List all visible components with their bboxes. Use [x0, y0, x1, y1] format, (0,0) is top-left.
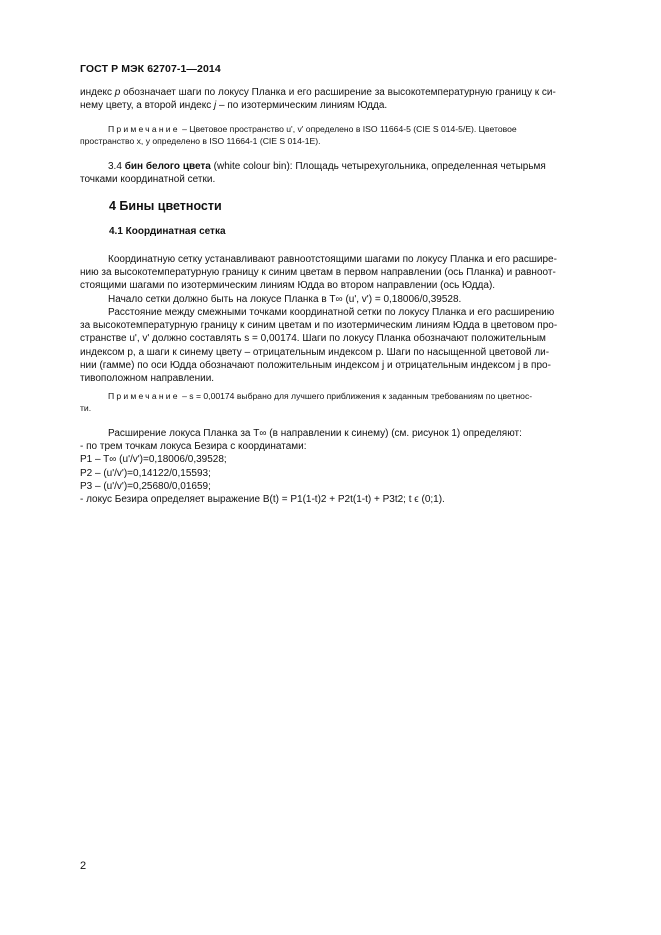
note-2	[80, 391, 585, 414]
note-label: Примечание	[108, 391, 180, 401]
definition-3-4	[80, 160, 585, 186]
bezier-point-3: P3 – (u'/v')=0,25680/0,01659;	[80, 480, 211, 492]
note-1-line-2: пространство x, y определено в ISO 11664-1 (CIE S 014-1E).	[80, 135, 321, 146]
bezier-point-1: P1 – T∞ (u'/v')=0,18006/0,39528;	[80, 454, 227, 466]
subsection-4-1-title: 4.1 Координатная сетка	[109, 226, 226, 237]
grid-line: стоящими шагами по изотермическим линиям Юдда во втором направлении (ось Юдда).	[80, 280, 496, 292]
distance-line: нии (гамме) по оси Юдда обозначают положительным индексом j и отрицательным индексом j в про-	[80, 359, 551, 371]
intro-line-1: индекс p обозначает шаги по локусу Планка и его расширение за высокотемпературную границу к си-	[80, 87, 556, 98]
page-number: 2	[80, 860, 87, 872]
definition-text: (white colour bin): Площадь четырехугольника, определенная четырьмя	[213, 161, 546, 172]
intro-paragraph	[80, 86, 585, 112]
bezier-point-2: P2 – (u'/v')=0,14122/0,15593;	[80, 467, 211, 479]
grid-line: Координатную сетку устанавливают равноотстоящими шагами по локусу Планка и его расшире-	[108, 254, 557, 265]
intro-line-2: нему цвету, а второй индекс j – по изотермическим линиям Юдда.	[80, 100, 388, 112]
grid-line: нию за высокотемпературную границу к синим цветам в первом направлении (ось Планка) и равноот-	[80, 267, 556, 279]
grid-start-line: Начало сетки должно быть на локусе Планка в T∞ (u', v') = 0,18006/0,39528.	[108, 293, 462, 305]
distance-line: тивоположном направлении.	[80, 373, 215, 385]
section-4-title: 4 Бины цветности	[109, 199, 222, 213]
grid-paragraph	[80, 253, 585, 306]
bezier-intro: Расширение локуса Планка за T∞ (в направлении к синему) (см. рисунок 1) определяют:	[108, 428, 522, 439]
distance-line: странстве u', v' должно составлять s = 0,00174. Шаги по локусу Планка обозначают положительным	[80, 333, 546, 345]
definition-number: 3.4	[108, 161, 122, 172]
note-label: Примечание	[108, 124, 180, 134]
distance-line: за высокотемпературную границу к синим цветам и по изотермическим линиям Юдда в цветовом про-	[80, 320, 558, 332]
note-1	[80, 124, 585, 147]
definition-term: бин белого цвета	[124, 161, 211, 172]
distance-paragraph	[80, 306, 585, 385]
note-1-line-1: – Цветовое пространство u', v' определено в ISO 11664-5 (CIE S 014-5/E). Цветовое	[182, 124, 517, 134]
distance-line: Расстояние между смежными точками координатной сетки по локусу Планка и его расширению	[108, 307, 555, 318]
distance-line: индексом p, а шаги к синему цвету – отрицательным индексом p. Шаги по насыщенной цветовой ли-	[80, 346, 550, 358]
bezier-formula: - локус Безира определяет выражение B(t) = P1(1-t)2 + P2t(1-t) + P3t2; t ϵ (0;1).	[80, 494, 445, 506]
note-2-line-2: ти.	[80, 402, 92, 413]
note-2-line-1: – s = 0,00174 выбрано для лучшего приближения к заданным требованиям по цветнос-	[182, 391, 533, 401]
standard-header: ГОСТ Р МЭК 62707-1—2014	[80, 63, 221, 75]
bezier-paragraph	[80, 427, 585, 506]
definition-line-2: точками координатной сетки.	[80, 174, 216, 186]
bezier-points-intro: - по трем точкам локуса Безира с координатами:	[80, 441, 307, 453]
